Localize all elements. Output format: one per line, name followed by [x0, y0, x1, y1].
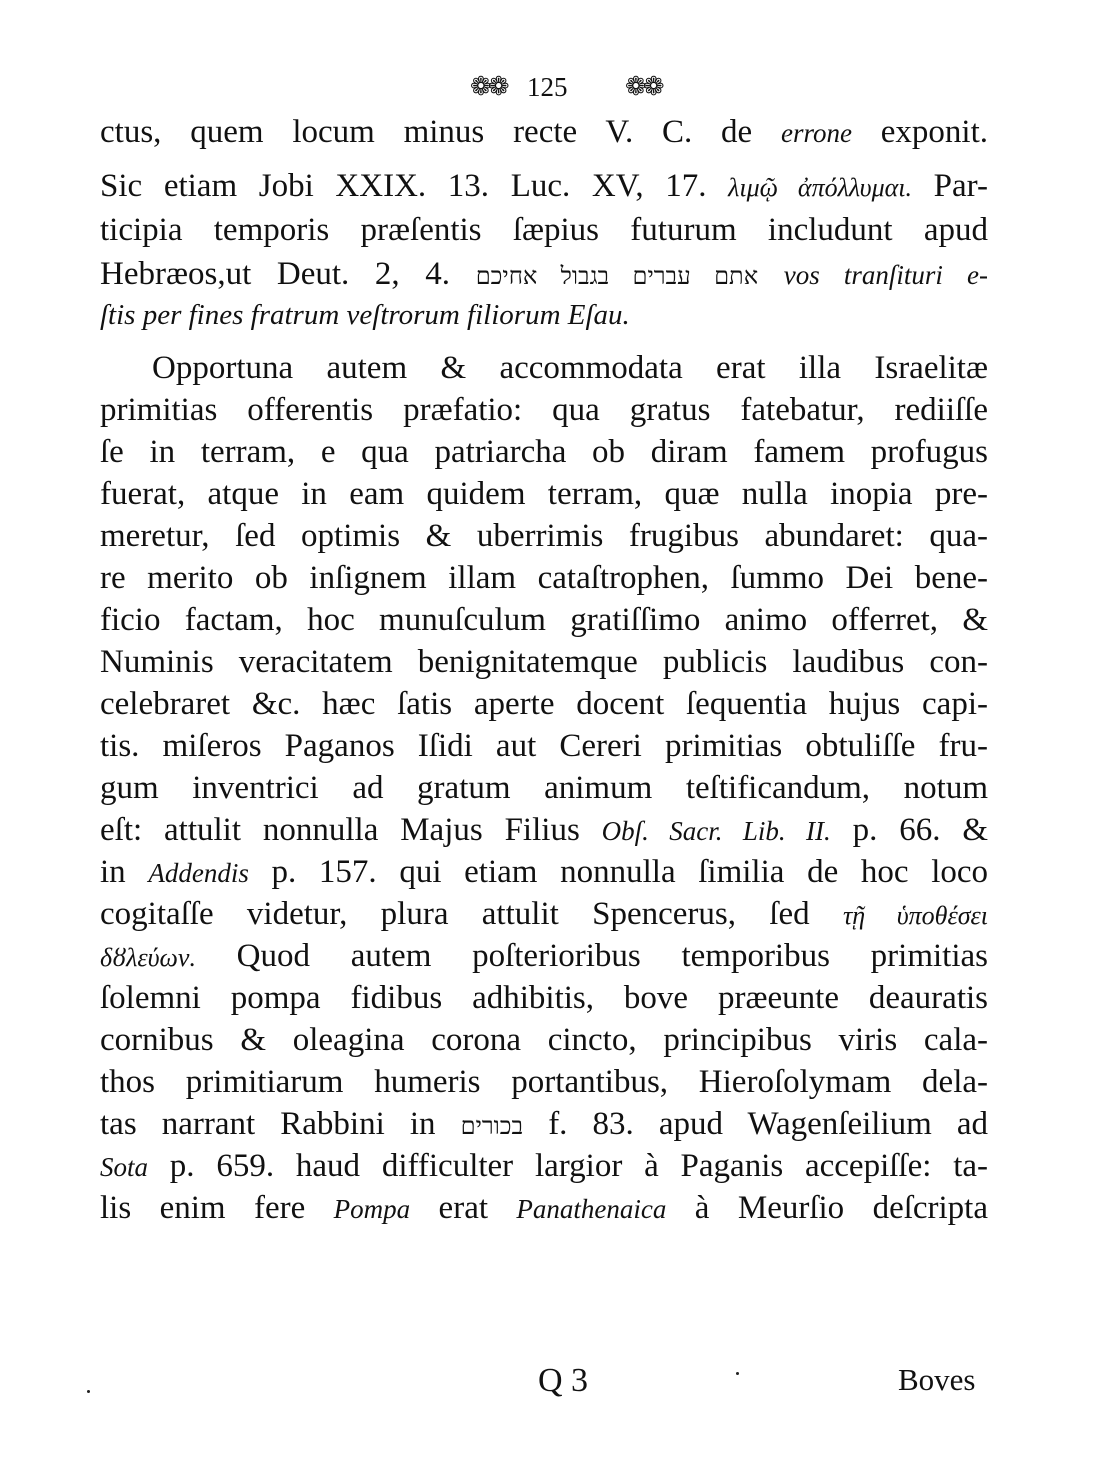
text-run: p. 66. & [830, 812, 989, 848]
italic-run: errone [781, 118, 852, 148]
text-line: gum inventrici ad gratum animum teſtificandum, notum [100, 770, 988, 806]
text-line: Numinis veracitatem benignitatemque publicis laudibus con- [100, 644, 988, 680]
italic-run: Pompa [333, 1194, 411, 1224]
italic-run: Addendis [148, 858, 249, 888]
italic-run: Obſ. Sacr. Lib. II. [601, 816, 831, 846]
text-line [100, 1146, 988, 1187]
greek-run: λιμῷ ἀπόλλυμαι. [728, 173, 913, 202]
text-line [100, 1104, 988, 1145]
text-line: ficio factam, hoc munuſculum gratiſſimo animo offerret, & [100, 602, 988, 638]
text-line: ſtis per fines fratrum veſtrorum filiorum Eſau. [100, 299, 630, 331]
greek-run: τῇ ὑποθέσει [842, 901, 988, 930]
italic-run: vos tranſituri e- [783, 260, 989, 290]
catchword: Boves [898, 1362, 976, 1397]
text-run: Par- [912, 168, 988, 204]
italic-run: Sota [100, 1152, 149, 1182]
print-speck [87, 1390, 90, 1393]
text-run: eſt: attulit nonnulla Majus Filius [100, 812, 602, 848]
greek-run: δȣλεύων. [100, 943, 196, 972]
text-run: Hebræos,ut Deut. 2, 4. [100, 256, 476, 292]
italic-run: Panathenaica [516, 1194, 667, 1224]
text-line: celebraret &c. hæc ſatis aperte docent ſequentia hujus capi- [100, 686, 988, 722]
paragraph-start-line: Opportuna autem & accommodata erat illa Israelitæ [152, 350, 988, 386]
text-line [100, 936, 988, 977]
text-line: cornibus & oleagina corona cincto, principibus viris cala- [100, 1022, 988, 1058]
text-line: ſe in terram, e qua patriarcha ob diram famem profugus [100, 434, 988, 470]
text-line [100, 852, 988, 893]
text-line: meretur, ſed optimis & uberrimis frugibus abundaret: qua- [100, 518, 988, 554]
text-run: in [100, 854, 149, 890]
hebrew-run: אתם עברים בגבול אחיכם [475, 264, 759, 290]
text-line [100, 894, 988, 935]
text-run: f. 83. apud Wagenſeilium ad [523, 1106, 989, 1142]
page-number: 125 [527, 72, 568, 102]
text-run: tas narrant Rabbini in [100, 1106, 461, 1142]
text-line [100, 1188, 988, 1229]
text-line: fuerat, atque in eam quidem terram, quæ nulla inopia pre- [100, 476, 988, 512]
text-run: p. 157. qui etiam nonnulla ſimilia de hoc loco [248, 854, 989, 890]
text-line: ſolemni pompa fidibus adhibitis, bove præeunte deauratis [100, 980, 988, 1016]
text-line [100, 166, 988, 207]
print-speck [736, 1372, 739, 1375]
page-footer [0, 1362, 1100, 1412]
text-run: Sic etiam Jobi XXIX. 13. Luc. XV, 17. [100, 168, 729, 204]
text-line: primitias offerentis præfatio: qua gratus fatebatur, rediiſſe [100, 392, 988, 428]
text-line: thos primitiarum humeris portantibus, Hieroſolymam dela- [100, 1064, 988, 1100]
text-run: lis enim fere [100, 1190, 334, 1226]
text-line [100, 254, 988, 295]
running-header [0, 68, 1100, 108]
text-line [100, 112, 988, 153]
text-run: exponit. [851, 114, 989, 150]
text-line: re merito ob inſignem illam cataſtrophen, ſummo Dei bene- [100, 560, 988, 596]
text-line: ticipia temporis præſentis ſæpius futurum includunt apud [100, 212, 988, 248]
hebrew-run: בכורים [460, 1114, 524, 1140]
text-line [100, 810, 988, 851]
text-line: tis. miſeros Paganos Iſidi aut Cereri primitias obtuliſſe fru- [100, 728, 988, 764]
text-run: p. 659. haud difficulter largior à Paganis accepiſſe: ta- [148, 1148, 988, 1184]
text-run: à Meurſio deſcripta [666, 1190, 989, 1226]
ornament-right-icon: ❁❁ [625, 72, 661, 101]
text-run: ctus, quem locum minus recte V. C. de [100, 114, 781, 150]
text-run: erat [410, 1190, 517, 1226]
text-run [758, 256, 784, 292]
text-run: Quod autem poſterioribus temporibus primitias [195, 938, 988, 974]
text-run: cogitaſſe videtur, plura attulit Spencerus, ſed [100, 896, 843, 932]
ornament-left-icon: ❁❁ [470, 72, 506, 101]
signature-mark: Q 3 [538, 1362, 589, 1399]
